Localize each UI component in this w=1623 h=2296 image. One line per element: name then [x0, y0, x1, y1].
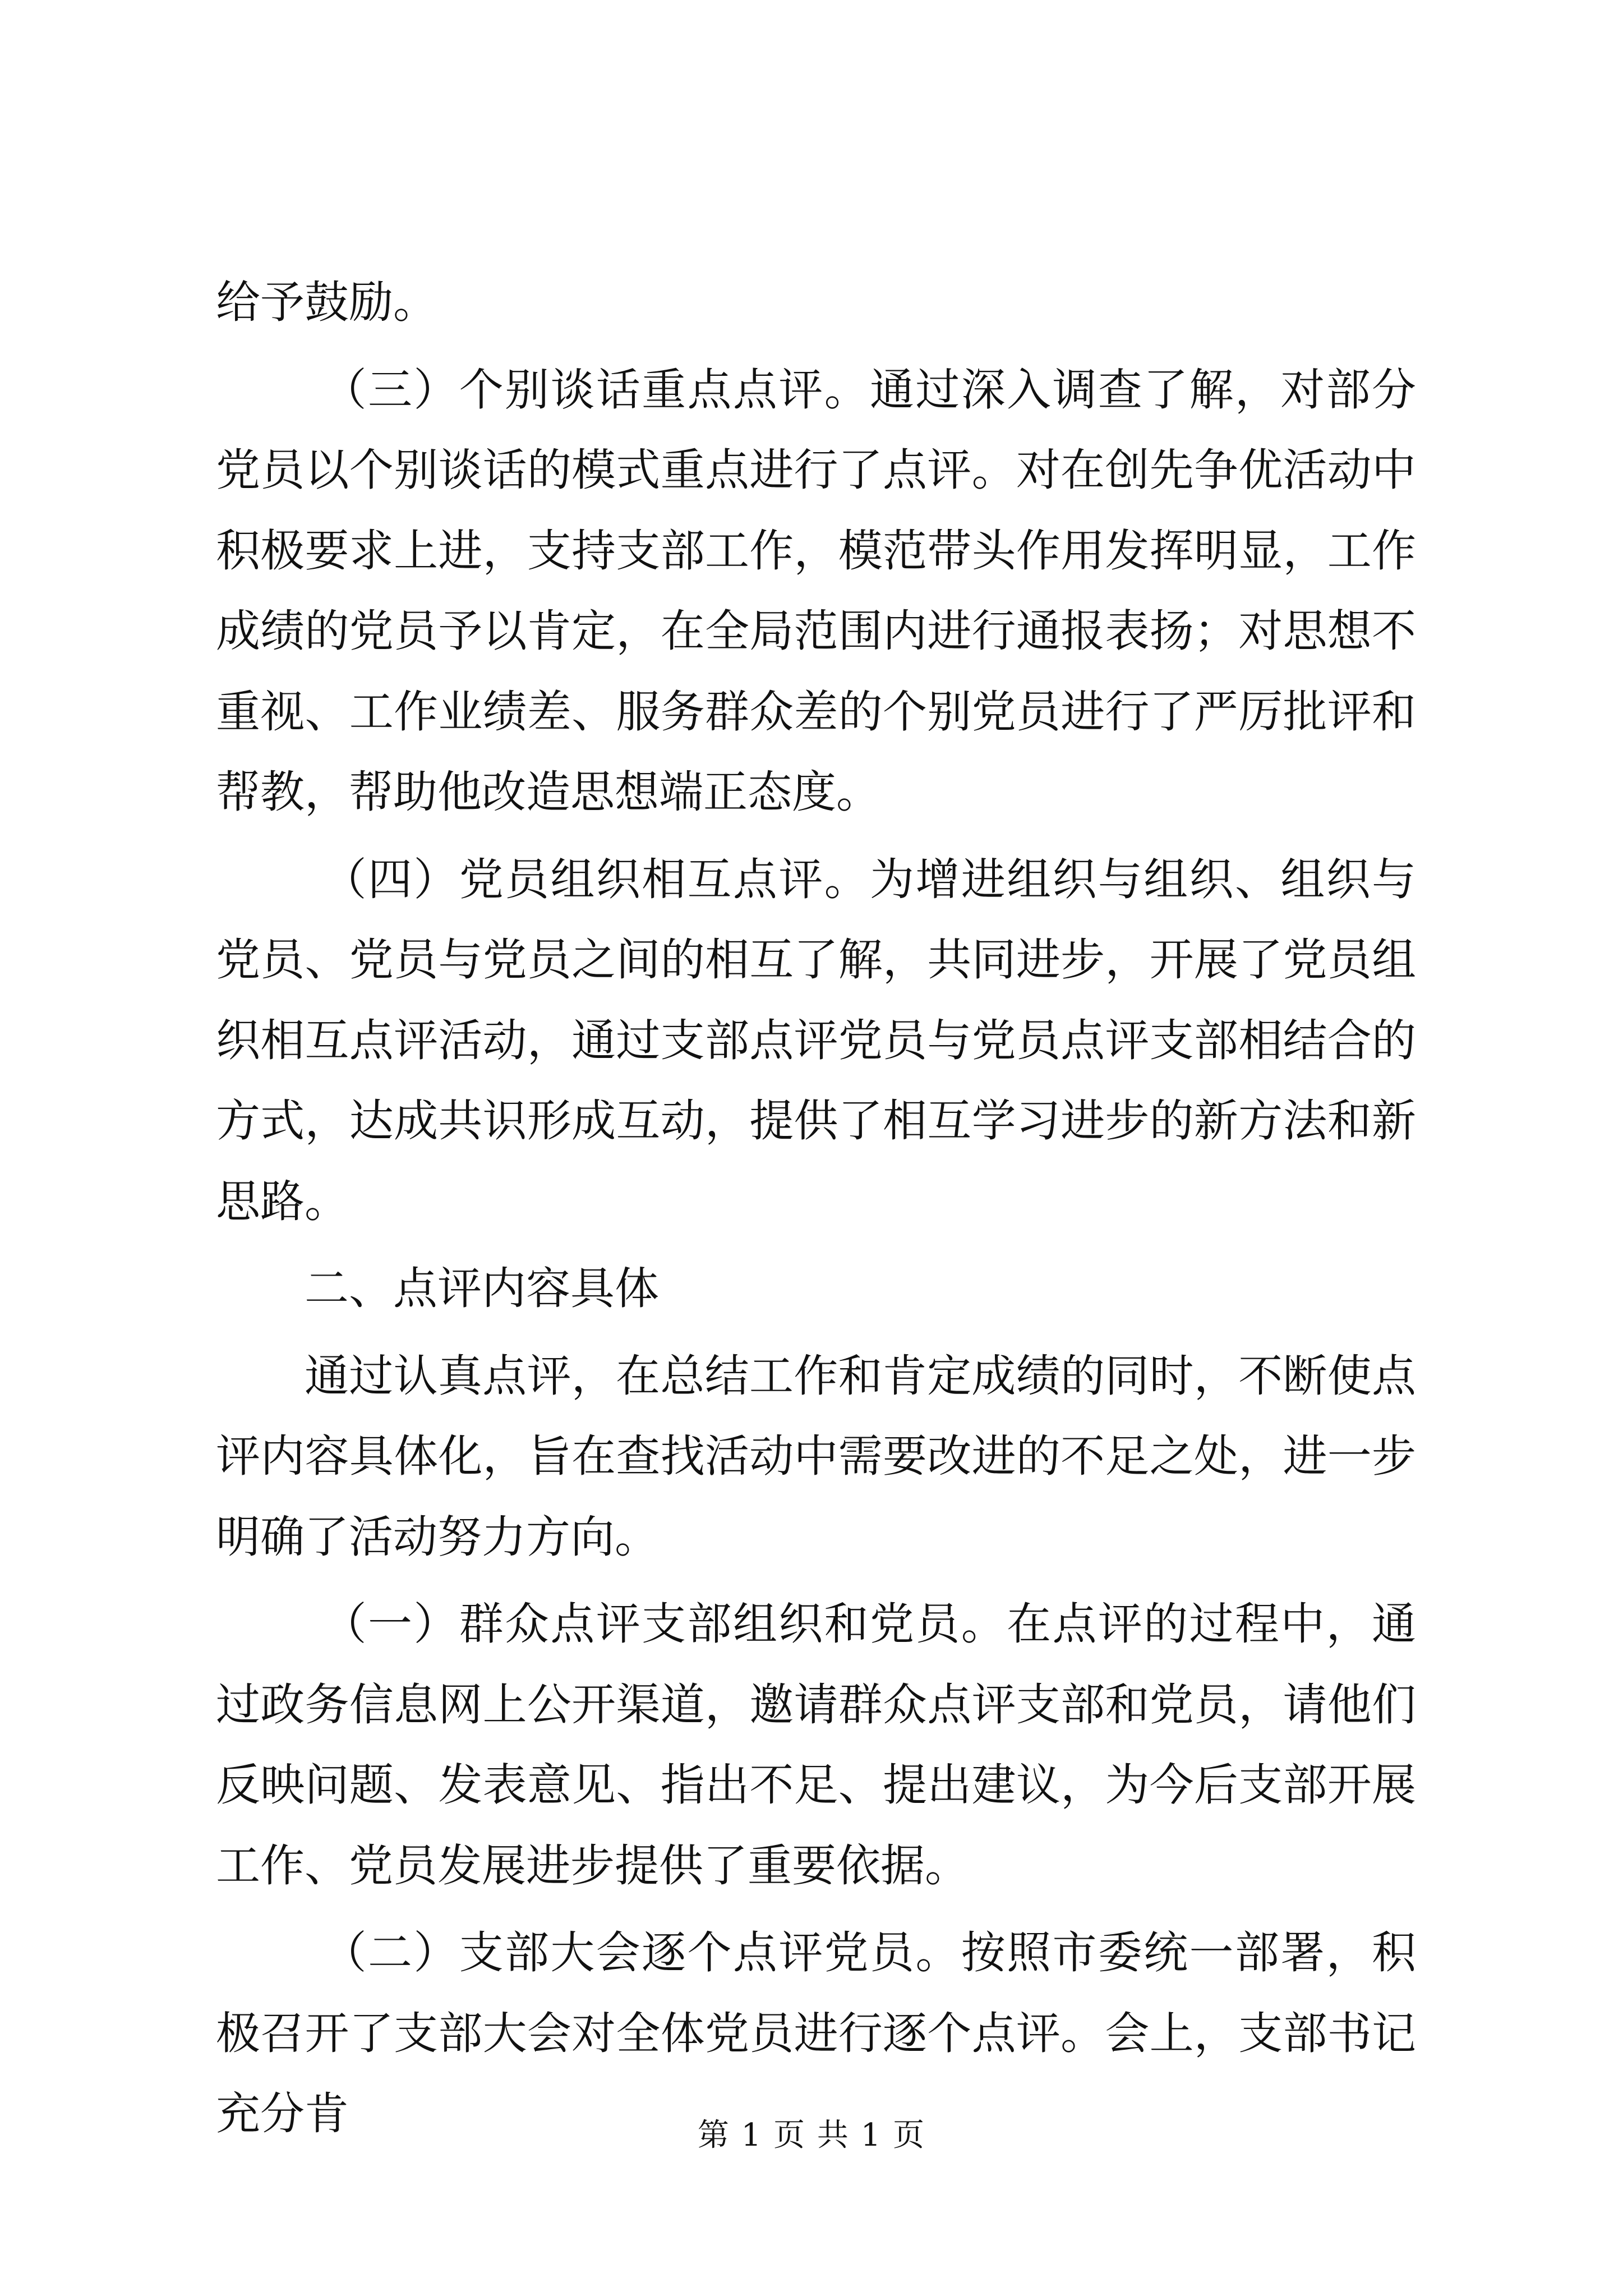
section-heading-two: 二、点评内容具体 [305, 1263, 659, 1314]
paragraph-section-two-intro: 通过认真点评，在总结工作和肯定成绩的同时，不断使点评内容具体化，旨在查找活动中需要改进的不足之处，进一步明确了活动努力方向。 [216, 1350, 1416, 1563]
paragraph-subsection-one: （一）群众点评支部组织和党员。在点评的过程中，通过政务信息网上公开渠道，邀请群众点评支部和党员，请他们反映问题、发表意见、指出不足、提出建议，为今后支部开展工作、党员发展进步提供了重要依据。 [216, 1598, 1416, 1892]
page-footer [0, 2110, 1623, 2155]
paragraph-subsection-two: （二）支部大会逐个点评党员。按照市委统一部署，积极召开了支部大会对全体党员进行逐个点评。会上，支部书记充分肯 [216, 1927, 1416, 2139]
paragraph-continuation: 给予鼓励。 [216, 277, 437, 328]
document-body [216, 263, 1416, 2155]
paragraph-section-four: （四）党员组织相互点评。为增进组织与组织、组织与党员、党员与党员之间的相互了解，共同进步，开展了党员组织相互点评活动，通过支部点评党员与党员点评支部相结合的方式，达成共识形成互动，提供了相互学习进步的新方法和新思路。 [216, 853, 1416, 1227]
paragraph-section-three: （三）个别谈话重点点评。通过深入调查了解，对部分党员以个别谈话的模式重点进行了点评。对在创先争优活动中积极要求上进，支持支部工作，模范带头作用发挥明显，工作成绩的党员予以肯定，在全局范围内进行通报表扬；对思想不重视、工作业绩差、服务群众差的个别党员进行了严厉批评和帮教，帮助他改造思想端正态度。 [216, 364, 1416, 818]
page-number-label: 第 1 页 共 1 页 [697, 2117, 926, 2154]
